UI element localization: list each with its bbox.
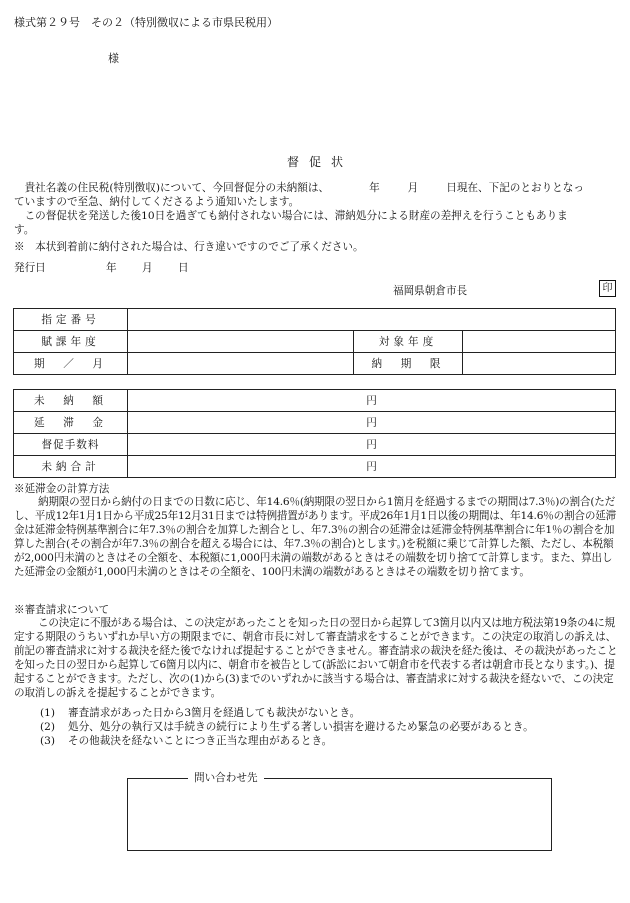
table-row xyxy=(14,353,616,375)
designation-table xyxy=(13,308,616,375)
p1-year: 年 xyxy=(369,182,380,194)
addressee-suffix: 様 xyxy=(108,52,119,65)
reminder-fee-unit: 円 xyxy=(128,434,616,456)
p1-text-a: 貴社名義の住民税(特別徴収)について、今回督促分の未納額は、 xyxy=(14,182,330,194)
unpaid-total-label: 未納合計 xyxy=(14,456,128,478)
issuer-mayor: 福岡県朝倉市長 xyxy=(393,285,468,297)
p1-month: 月 xyxy=(407,182,419,194)
seal-mark: 印 xyxy=(599,280,616,297)
due-date-value xyxy=(463,353,616,375)
appeal-text: この決定に不服がある場合は、この決定があったことを知った日の翌日から起算して3箇月以内又は地方税法第19条の4に規定する期限のうちいずれか早い方の期限までに、朝倉市長に対して審査請求をすることができます。この決定の取消しの訴えは、前記の審査請求に対する裁決を経た後でなければ提起することができません。審査請求の裁決を経た後は、その裁決があったことを知った日の翌日から起算して6箇月以内に、朝倉市を被告として(訴訟において朝倉市を代表する者は朝倉市長となります。)、提起することができます。ただし、次の(1)から(3)までのいずれかに該当する場合は、審査請求に対する裁決を経ないで、この決定の取消しの訴えを提起することができます。 xyxy=(14,617,618,699)
assessment-year-label: 賦課年度 xyxy=(14,331,128,353)
notice-paragraph-1 xyxy=(14,181,618,237)
unpaid-total-unit: 円 xyxy=(128,456,616,478)
issue-year: 年 xyxy=(106,262,117,274)
appeal-heading: ※審査請求について xyxy=(14,604,110,616)
issue-date xyxy=(14,260,189,275)
appeal-item-text: 処分、処分の執行又は手続きの続行により生ずる著しい損害を避けるため緊急の必要があるとき。 xyxy=(68,721,534,733)
designation-no-label: 指定番号 xyxy=(14,309,128,331)
table-row xyxy=(14,434,616,456)
appeal-item xyxy=(40,705,360,720)
late-fee-calc-heading: ※延滞金の計算方法 xyxy=(14,483,110,495)
unpaid-amount-label: 未 納 額 xyxy=(14,390,128,412)
appeal-item-text: 審査請求があった日から3箇月を経過しても裁決がないとき。 xyxy=(68,707,361,719)
designation-no-value xyxy=(128,309,616,331)
late-fee-unit: 円 xyxy=(128,412,616,434)
table-row xyxy=(14,412,616,434)
appeal-item-number: (1) xyxy=(40,707,56,719)
contact-label: 問い合わせ先 xyxy=(188,770,264,785)
table-row xyxy=(14,390,616,412)
late-fee-label: 延 滞 金 xyxy=(14,412,128,434)
p1-text-c: ていますので至急、納付してくださるよう通知いたします。 xyxy=(14,196,300,208)
table-row xyxy=(14,309,616,331)
issue-day: 日 xyxy=(178,262,189,274)
assessment-year-value xyxy=(128,331,354,353)
unpaid-amount-unit: 円 xyxy=(128,390,616,412)
p2-text: この督促状を発送した後10日を過ぎても納付されない場合には、滞納処分による財産の差押えを行うこともありま xyxy=(14,210,568,222)
due-date-label: 納 期 限 xyxy=(354,353,463,375)
period-value xyxy=(128,353,354,375)
form-number: 様式第２９号 その２（特別徴収による市県民税用） xyxy=(14,16,278,29)
appeal-item-number: (3) xyxy=(40,735,56,747)
amount-table xyxy=(13,389,616,478)
issue-date-label: 発行日 xyxy=(14,262,46,274)
period-label: 期 ／ 月 xyxy=(14,353,128,375)
late-fee-calc-text: 納期限の翌日から納付の日までの日数に応じ、年14.6％(納期限の翌日から1箇月を経過するまでの期間は7.3％)の割合(ただし、平成12年1月1日から平成25年12月31日までは特例措置があります。平成26年1月1日以後の期間は、年14.6％の割合の延滞金は延滞金特例基準割合に年7.3％の割合を加算した割合とし、年7.3％の割合の延滞金は延滞金特例基準割合に年1％の割合を加算した割合(その割合が年7.3％の割合を超える場合には、年7.3％の割合)とします。)を税額に乗じて計算した額、ただし、本税額が2,000円未満のときはその全額を、本税額に1,000円未満の端数があるときはその端数を切り捨てて計算します。また、算出した延滞金の金額が1,000円未満のときはその全額を、100円未満の端数があるときはその端数を切り捨てます。 xyxy=(14,496,617,578)
p1-text-b: 日現在、下記のとおりとなっ xyxy=(446,182,584,194)
target-year-value xyxy=(463,331,616,353)
p2-text-c: す。 xyxy=(14,224,35,236)
appeal-item-text: その他裁決を経ないことにつき正当な理由があるとき。 xyxy=(68,735,333,747)
table-row xyxy=(14,331,616,353)
appeal-item xyxy=(40,719,534,734)
contact-box xyxy=(127,778,552,851)
appeal-item xyxy=(40,733,332,748)
target-year-label: 対象年度 xyxy=(354,331,463,353)
table-row xyxy=(14,456,616,478)
issue-month: 月 xyxy=(142,262,153,274)
appeal-item-number: (2) xyxy=(40,721,56,733)
document-title: 督促状 xyxy=(286,155,353,169)
arrival-note: ※ 本状到着前に納付された場合は、行き違いですのでご了承ください。 xyxy=(14,241,364,253)
reminder-fee-label: 督促手数料 xyxy=(14,434,128,456)
